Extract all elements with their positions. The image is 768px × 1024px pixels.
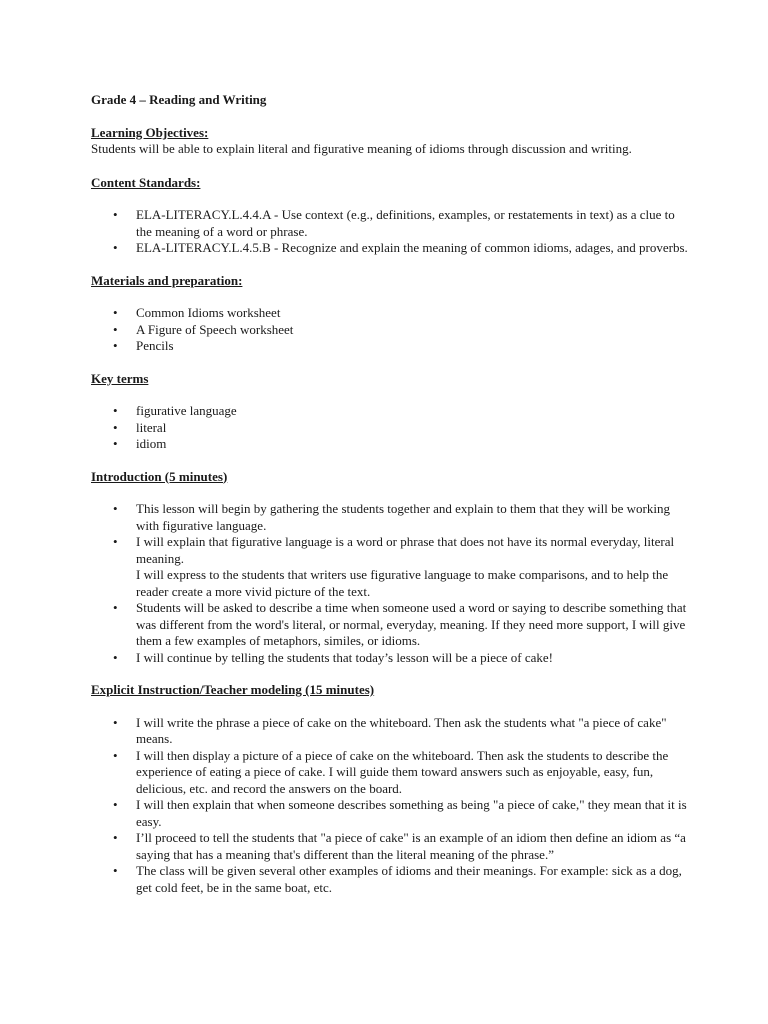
material-text: Pencils — [136, 338, 174, 353]
content-standards-heading: Content Standards: — [91, 174, 201, 190]
key-term-text: literal — [136, 419, 167, 435]
bullet-icon: • — [113, 305, 118, 320]
introduction-text: This lesson will begin by gathering the students together and explain to them that they will be working with figurative language. — [136, 501, 670, 533]
bullet-icon: • — [113, 714, 118, 730]
list-item — [91, 600, 691, 650]
learning-objectives-text: Students will be able to explain literal and figurative meaning of idioms through discussion and writing. — [91, 141, 632, 156]
list-item — [91, 797, 691, 830]
bullet-icon: • — [113, 863, 118, 878]
key-term-text: idiom — [136, 436, 167, 451]
bullet-icon: • — [113, 338, 118, 353]
content-standards-list — [91, 207, 691, 257]
list-item — [91, 830, 691, 863]
list-item — [91, 207, 691, 240]
instruction-text: I will write the phrase a piece of cake on the whiteboard. Then ask the students what "a piece of cake" means. — [136, 714, 667, 746]
list-item — [91, 748, 691, 798]
explicit-instruction-list — [91, 715, 691, 897]
list-item — [91, 501, 691, 534]
explicit-instruction-heading: Explicit Instruction/Teacher modeling (15 minutes) — [91, 682, 375, 697]
standard-text: ELA-LITERACY.L.4.4.A - Use context (e.g., definitions, examples, or restatements in text) as a clue to the meaning of a word or phrase. — [136, 207, 675, 239]
introduction-continuation-text: I will express to the students that writers use figurative language to make comparisons, and to help the reader create a more vivid picture of the text. — [136, 567, 669, 599]
standard-text: ELA-LITERACY.L.4.5.B - Recognize and explain the meaning of common idioms, adages, and proverbs. — [136, 240, 688, 255]
material-text: A Figure of Speech worksheet — [136, 321, 294, 337]
list-item — [91, 240, 691, 257]
list-item — [91, 305, 691, 322]
bullet-icon: • — [113, 207, 118, 222]
introduction-text: I will explain that figurative language is a word or phrase that does not have its normal everyday, literal meaning. — [136, 534, 675, 566]
material-text: Common Idioms worksheet — [136, 305, 281, 320]
list-item — [91, 863, 691, 896]
introduction-heading: Introduction (5 minutes) — [91, 468, 228, 484]
key-terms-heading: Key terms — [91, 370, 149, 386]
bullet-icon: • — [113, 321, 118, 337]
instruction-text: The class will be given several other examples of idioms and their meanings. For example: sick as a dog, get cold feet, be in the same boat, etc. — [136, 863, 682, 895]
key-term-text: figurative language — [136, 403, 237, 418]
list-item — [91, 403, 691, 420]
learning-objectives-heading: Learning Objectives: — [91, 124, 209, 140]
bullet-icon: • — [113, 830, 118, 845]
materials-list — [91, 305, 691, 355]
instruction-text: I’ll proceed to tell the students that "a piece of cake" is an example of an idiom then define an idiom as “a saying that has a meaning that's different than the literal meaning of the phrase.” — [136, 830, 686, 862]
list-item — [91, 650, 691, 667]
bullet-icon: • — [113, 501, 118, 516]
bullet-icon: • — [113, 534, 118, 549]
bullet-icon: • — [113, 600, 118, 615]
introduction-text: I will continue by telling the students that today’s lesson will be a piece of cake! — [136, 649, 553, 665]
bullet-icon: • — [113, 419, 118, 435]
bullet-icon: • — [113, 797, 118, 812]
page-title: Grade 4 – Reading and Writing — [91, 92, 267, 107]
bullet-icon: • — [113, 436, 118, 451]
materials-heading: Materials and preparation: — [91, 272, 243, 288]
introduction-text: Students will be asked to describe a time when someone used a word or saying to describe something that was different from the word's literal, or normal, everyday, meaning. If they need more support, I will give them a few examples of metaphors, similes, or idioms. — [136, 600, 687, 648]
bullet-icon: • — [113, 403, 118, 418]
list-item — [91, 715, 691, 748]
bullet-icon: • — [113, 649, 118, 665]
bullet-icon: • — [113, 240, 118, 255]
list-item — [91, 322, 691, 339]
list-item — [91, 338, 691, 355]
introduction-list — [91, 501, 691, 666]
list-item — [91, 420, 691, 437]
bullet-icon: • — [113, 747, 118, 763]
key-terms-list — [91, 403, 691, 453]
instruction-text: I will then explain that when someone describes something as being "a piece of cake," they mean that it is easy. — [136, 797, 687, 829]
list-item — [91, 534, 691, 600]
instruction-text: I will then display a picture of a piece of cake on the whiteboard. Then ask the students to describe the experience of eating a piece of cake. I will guide them toward answers such as enjoyable, easy, fun, delicious, etc. and record the answers on the board. — [136, 747, 669, 796]
list-item — [91, 436, 691, 453]
lesson-plan-page — [91, 92, 691, 912]
